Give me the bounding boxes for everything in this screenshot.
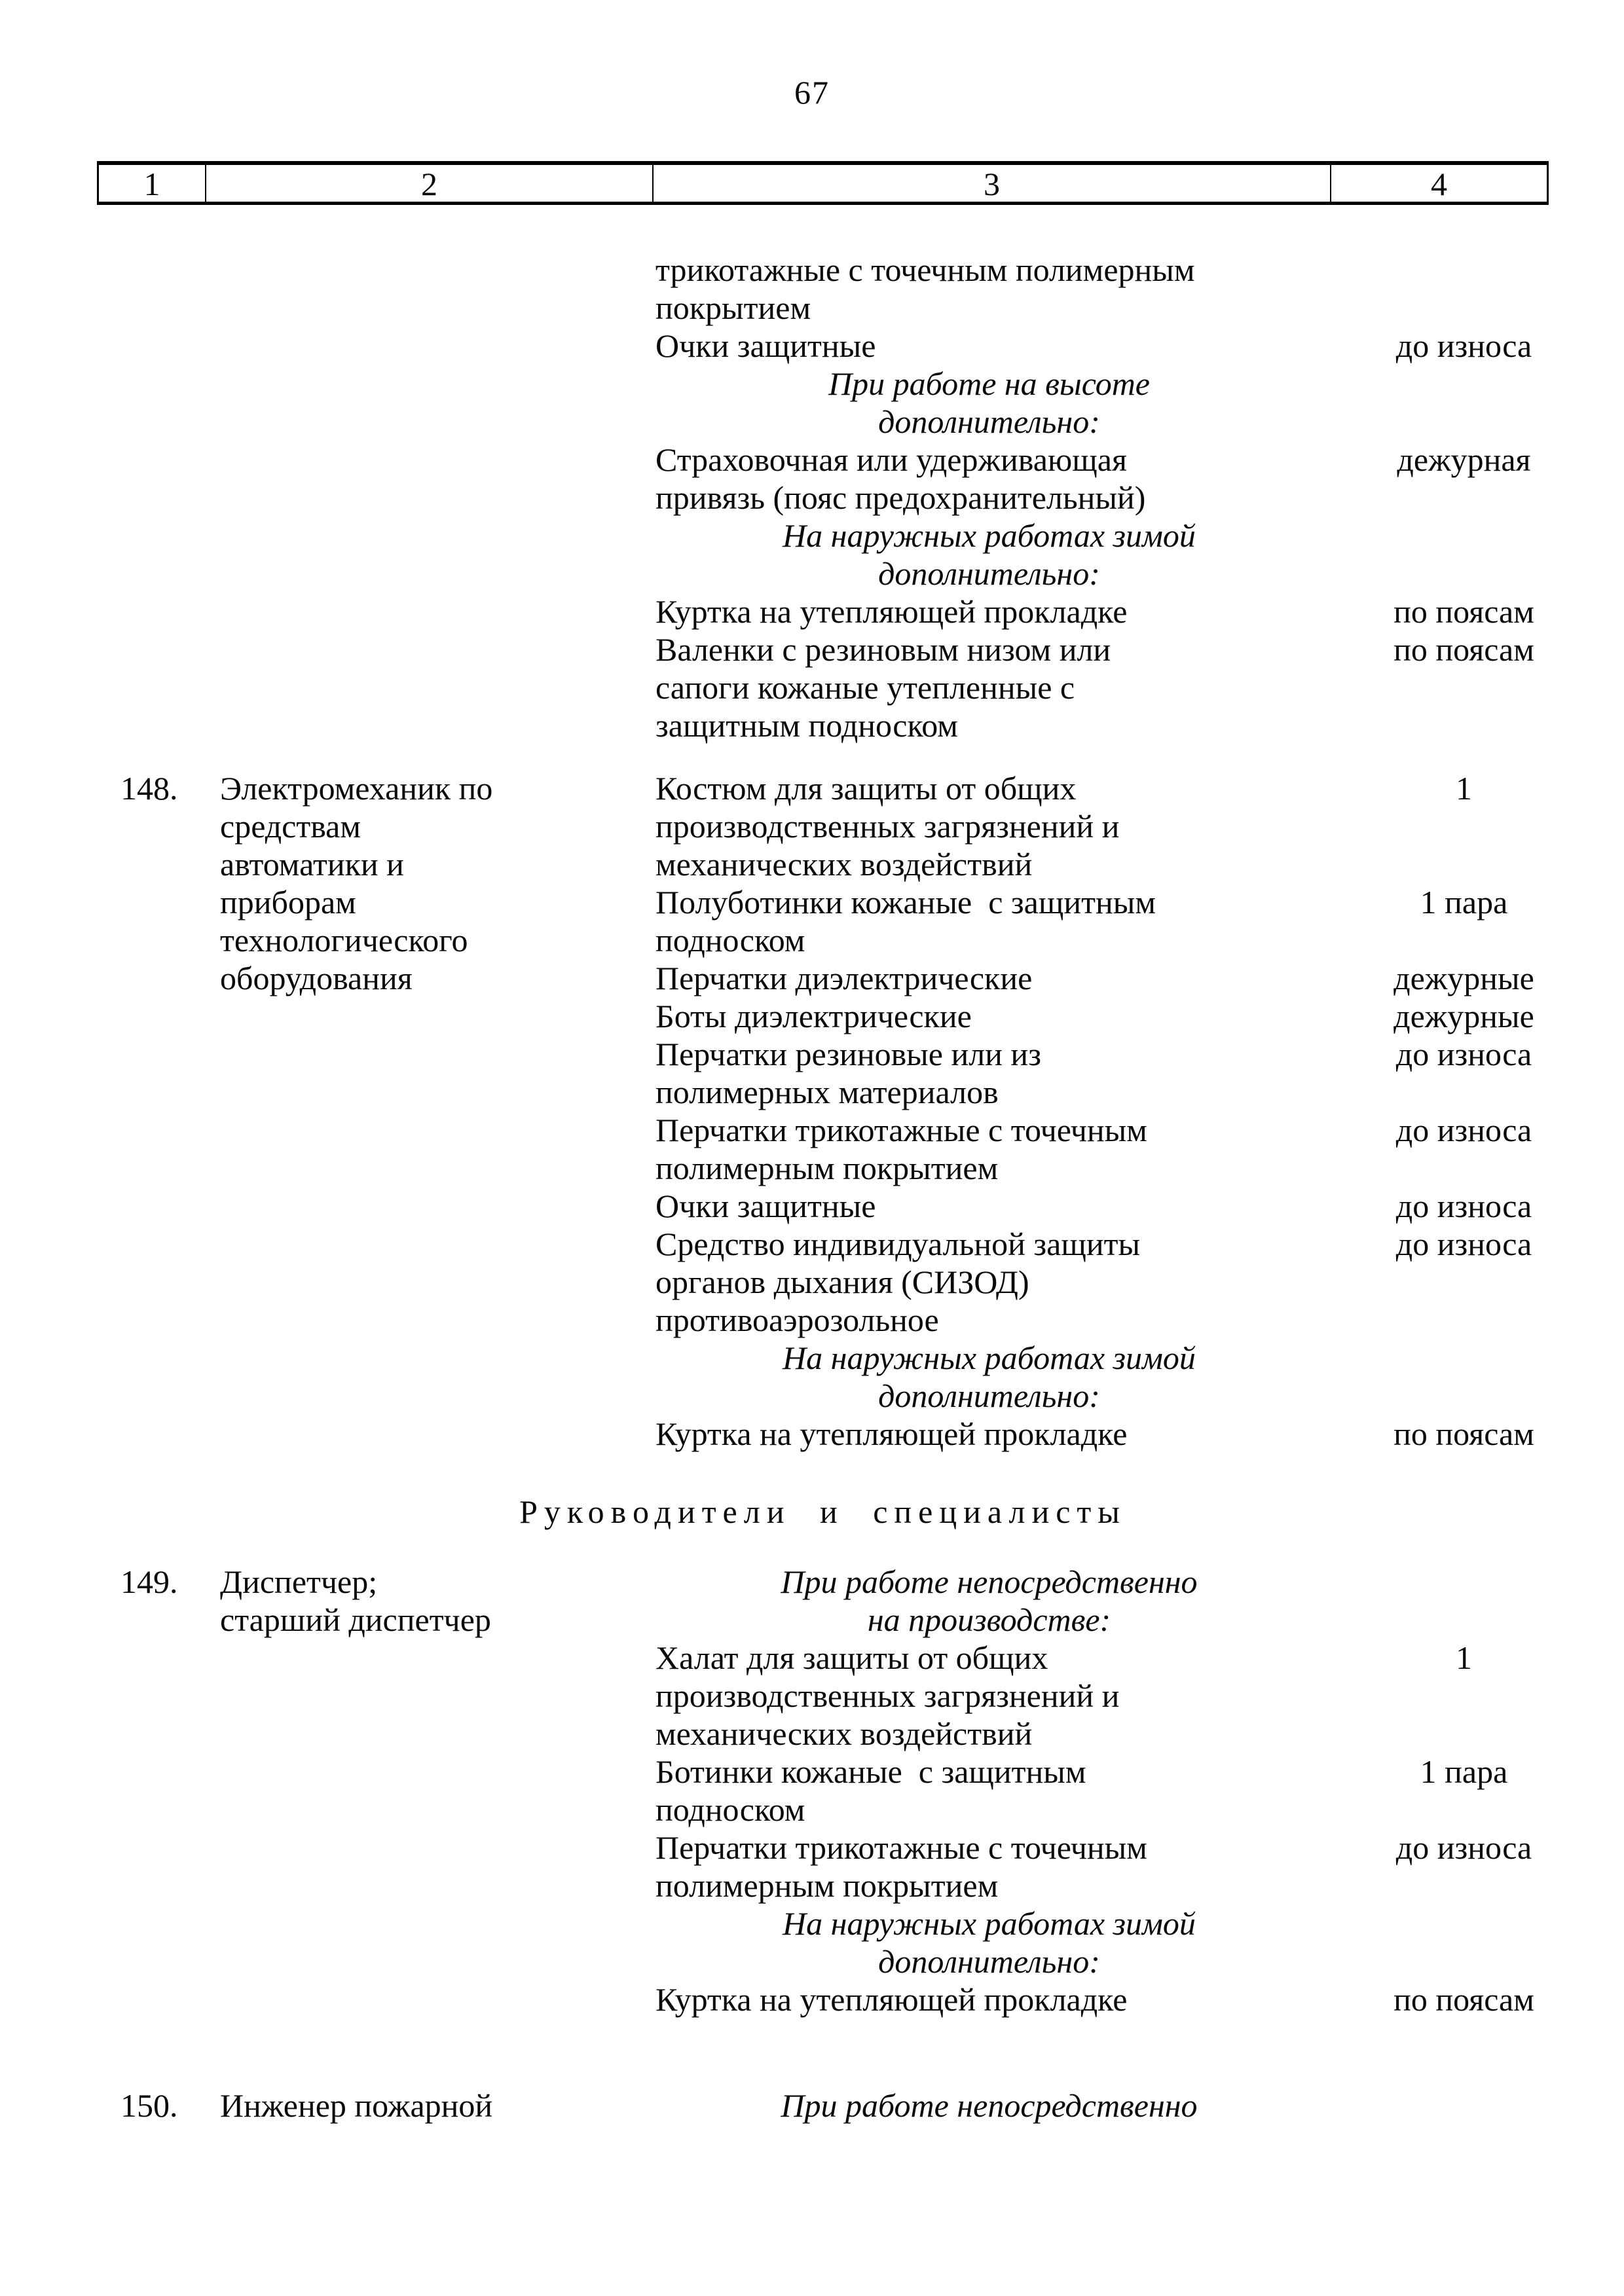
issue-norm: по поясам (1393, 593, 1534, 630)
issue-norm: дежурные (1393, 998, 1534, 1034)
condition-line: При работе на высоте (828, 365, 1150, 402)
item-line: Страховочная или удерживающая (655, 441, 1127, 478)
condition-line: На наружных работах зимой (783, 1339, 1196, 1376)
item-line: Куртка на утепляющей прокладке (655, 1415, 1128, 1452)
section-heading: Руководители и специалисты (519, 1493, 1126, 1530)
table-header-col-4: 4 (1330, 165, 1547, 203)
condition-line: дополнительно: (878, 555, 1100, 592)
profession-line: Инженер пожарной (220, 2087, 493, 2124)
item-line: Костюм для защиты от общих (655, 770, 1077, 807)
item-line: Перчатки резиновые или из (655, 1036, 1041, 1072)
item-line: трикотажные с точечным полимерным (655, 251, 1195, 288)
profession-line: автоматики и (220, 846, 404, 883)
profession-cell (203, 2086, 650, 2124)
condition-line: На наружных работах зимой (783, 517, 1196, 554)
profession-line: приборам (220, 884, 356, 920)
table-row (97, 251, 1549, 744)
item-line: Перчатки диэлектрические (655, 960, 1033, 996)
profession-cell (203, 769, 650, 1453)
table-header-col-2: 2 (205, 165, 652, 203)
item-line: Куртка на утепляющей прокладке (655, 1981, 1128, 2018)
issue-norm: до износа (1395, 327, 1532, 364)
table-body (97, 205, 1549, 2124)
item-line: противоаэрозольное (655, 1302, 939, 1338)
profession-line: Электромеханик по (220, 770, 493, 807)
issue-norm: по поясам (1393, 631, 1534, 668)
issue-norm: по поясам (1393, 1415, 1534, 1452)
item-line: органов дыхания (СИЗОД) (655, 1264, 1029, 1300)
condition-line: На наружных работах зимой (783, 1905, 1196, 1942)
item-line: Полуботинки кожаные с защитным (655, 884, 1156, 920)
item-line: защитным подноском (655, 707, 958, 744)
item-line: полимерным покрытием (655, 1150, 999, 1186)
item-line: подноском (655, 922, 805, 958)
condition-line: При работе непосредственно (781, 2087, 1198, 2124)
condition-line: дополнительно: (878, 1943, 1100, 1980)
table-header (97, 161, 1549, 205)
issue-norm: до износа (1395, 1188, 1532, 1224)
table-row (97, 769, 1549, 1453)
item-line: подноском (655, 1791, 805, 1828)
item-line: Очки защитные (655, 327, 876, 364)
condition-line: дополнительно: (878, 403, 1100, 440)
item-line: Куртка на утепляющей прокладке (655, 593, 1128, 630)
issue-norm: 1 пара (1420, 1753, 1508, 1790)
row-number: 148. (120, 770, 178, 807)
item-line: механических воздействий (655, 1715, 1033, 1752)
item-line: Боты диэлектрические (655, 998, 972, 1034)
row-number: 150. (120, 2087, 178, 2124)
page-number: 67 (794, 74, 830, 111)
issue-norm: дежурные (1393, 960, 1534, 996)
item-line: Валенки с резиновым низом или (655, 631, 1111, 668)
item-line: Очки защитные (655, 1188, 876, 1224)
profession-line: технологического (220, 922, 468, 958)
profession-line: оборудования (220, 960, 413, 996)
profession-cell (203, 1563, 650, 2018)
issue-norm: 1 пара (1420, 884, 1508, 920)
item-line: привязь (пояс предохранительный) (655, 479, 1146, 516)
item-line: механических воздействий (655, 846, 1033, 883)
item-line: Средство индивидуальной защиты (655, 1226, 1141, 1262)
table-row (97, 1563, 1549, 2018)
item-line: Перчатки трикотажные с точечным (655, 1829, 1147, 1866)
issue-norm: дежурная (1397, 441, 1531, 478)
table-row (97, 2086, 1549, 2124)
item-line: сапоги кожаные утепленные с (655, 669, 1075, 706)
issue-norm: до износа (1395, 1226, 1532, 1262)
item-line: производственных загрязнений и (655, 808, 1120, 845)
issue-norm: до износа (1395, 1036, 1532, 1072)
row-number: 149. (120, 1563, 178, 1600)
table-header-col-3: 3 (652, 165, 1330, 203)
table-header-col-1: 1 (143, 166, 160, 202)
issue-norm: 1 (1456, 770, 1472, 807)
issue-norm: 1 (1456, 1639, 1472, 1676)
condition-line: на производстве: (867, 1601, 1111, 1638)
item-line: Ботинки кожаные с защитным (655, 1753, 1086, 1790)
profession-line: средствам (220, 808, 361, 845)
issue-norm: по поясам (1393, 1981, 1534, 2018)
condition-line: дополнительно: (878, 1377, 1100, 1414)
item-line: полимерным покрытием (655, 1867, 999, 1904)
profession-line: старший диспетчер (220, 1601, 491, 1638)
item-line: производственных загрязнений и (655, 1677, 1120, 1714)
condition-line: При работе непосредственно (781, 1563, 1198, 1600)
issue-norm: до износа (1395, 1112, 1532, 1148)
item-line: покрытием (655, 289, 811, 326)
profession-line: Диспетчер; (220, 1563, 378, 1600)
issue-norm: до износа (1395, 1829, 1532, 1866)
item-line: полимерных материалов (655, 1074, 999, 1110)
item-line: Халат для защиты от общих (655, 1639, 1048, 1676)
item-line: Перчатки трикотажные с точечным (655, 1112, 1147, 1148)
